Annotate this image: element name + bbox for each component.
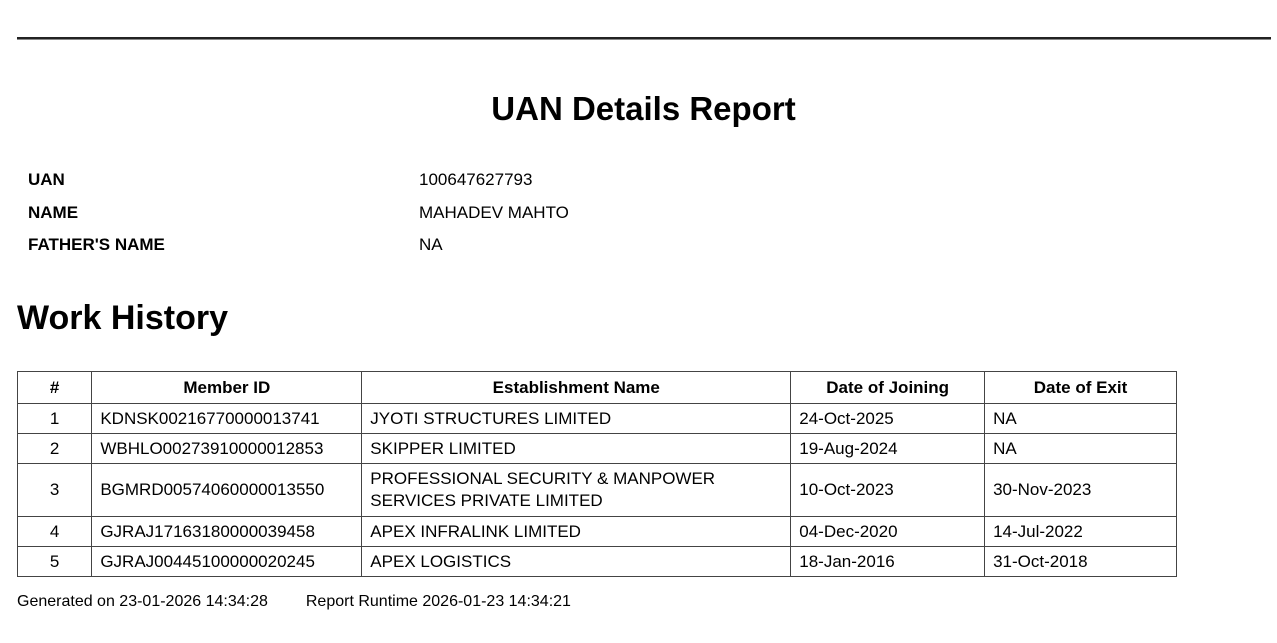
column-header-date-of-exit: Date of Exit [985, 372, 1177, 404]
date-of-joining-cell: 24-Oct-2025 [791, 404, 985, 434]
column-header-date-of-joining: Date of Joining [791, 372, 985, 404]
establishment-cell: PROFESSIONAL SECURITY & MANPOWER SERVICES PRIVATE LIMITED [362, 464, 791, 517]
date-of-exit-cell: 14-Jul-2022 [985, 517, 1177, 547]
member-id-cell: KDNSK00216770000013741 [92, 404, 362, 434]
table-row [18, 547, 1177, 577]
row-number: 3 [18, 464, 92, 517]
establishment-cell: APEX INFRALINK LIMITED [362, 517, 791, 547]
table-header-row [18, 372, 1177, 404]
row-number: 4 [18, 517, 92, 547]
detail-label: FATHER'S NAME [28, 235, 165, 254]
member-id-cell: BGMRD00574060000013550 [92, 464, 362, 517]
column-header-member-id: Member ID [92, 372, 362, 404]
detail-row-fathers-name [28, 233, 728, 266]
table-row [18, 464, 1177, 517]
date-of-joining-cell: 19-Aug-2024 [791, 434, 985, 464]
establishment-cell: SKIPPER LIMITED [362, 434, 791, 464]
date-of-exit-cell: 31-Oct-2018 [985, 547, 1177, 577]
row-number: 2 [18, 434, 92, 464]
report-runtime: Report Runtime 2026-01-23 14:34:21 [305, 593, 571, 610]
detail-row-name [28, 201, 728, 234]
table-row [18, 434, 1177, 464]
uan-details [28, 168, 728, 266]
establishment-cell: JYOTI STRUCTURES LIMITED [362, 404, 791, 434]
report-title: UAN Details Report [491, 90, 796, 127]
establishment-cell: APEX LOGISTICS [362, 547, 791, 577]
detail-value: NA [419, 235, 443, 254]
column-header-number: # [18, 372, 92, 404]
column-header-establishment: Establishment Name [362, 372, 791, 404]
table-row [18, 404, 1177, 434]
row-number: 5 [18, 547, 92, 577]
date-of-joining-cell: 18-Jan-2016 [791, 547, 985, 577]
report-footer [17, 591, 571, 613]
date-of-joining-cell: 10-Oct-2023 [791, 464, 985, 517]
member-id-cell: GJRAJ00445100000020245 [92, 547, 362, 577]
date-of-exit-cell: 30-Nov-2023 [985, 464, 1177, 517]
detail-row-uan [28, 168, 728, 201]
date-of-joining-cell: 04-Dec-2020 [791, 517, 985, 547]
date-of-exit-cell: NA [985, 404, 1177, 434]
row-number: 1 [18, 404, 92, 434]
member-id-cell: GJRAJ17163180000039458 [92, 517, 362, 547]
top-divider [17, 37, 1271, 40]
detail-value: 100647627793 [419, 170, 533, 189]
member-id-cell: WBHLO00273910000012853 [92, 434, 362, 464]
detail-label: UAN [28, 170, 65, 189]
detail-label: NAME [28, 202, 79, 222]
work-history-table [17, 371, 1177, 577]
work-history-title: Work History [17, 299, 228, 337]
date-of-exit-cell: NA [985, 434, 1177, 464]
table-row [18, 517, 1177, 547]
generated-timestamp: Generated on 23-01-2026 14:34:28 [17, 593, 268, 610]
detail-value: MAHADEV MAHTO [419, 202, 569, 222]
